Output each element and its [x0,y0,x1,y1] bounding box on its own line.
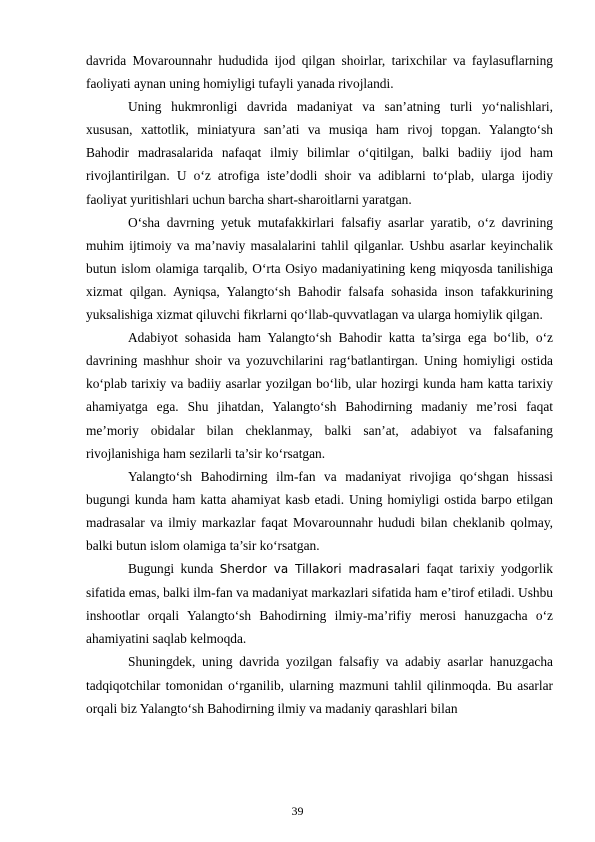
madrasa-names: Sherdor va Tillakori madrasalari [219,562,420,577]
body-text [86,49,553,720]
paragraph-3: O‘sha davrning yetuk mutafakkirlari falsafiy asarlar yaratib, o‘z davrining muhim ijtimoiy va ma’naviy masalalarini tahlil qilganlar. Ushbu asarlar keyinchalik butun islom olamiga tarqalib, O‘rta Osiyo madaniyatining keng miqyosda tanilishiga xizmat qilgan. Ayniqsa, Yalangto‘sh Bahodir falsafa sohasida inson tafakkurining yuksalishiga xizmat qiluvchi fikrlarni qo‘llab-quvvatlagan va ularga homiylik qilgan. [86,214,553,323]
paragraph-6 [86,557,553,650]
paragraph-1: davrida Movarounnahr hududida ijod qilgan shoirlar, tarixchilar va faylasuflarning faoliyati aynan uning homiyligi tufayli yanada rivojlandi. [86,53,553,92]
paragraph-6-start: Bugungi kunda [128,561,220,577]
paragraph-2: Uning hukmronligi davrida madaniyat va san’atning turli yo‘nalishlari, xususan, xattotlik, miniatyura san’ati va musiqa ham rivoj topgan. Yalangto‘sh Bahodir madrasalarida nafaqat ilmiy bilimlar o‘qitilgan, balki badiiy ijod ham rivojlantirilgan. U o‘z atrofiga iste’dodli shoir va adiblarni to‘plab, ularga ijodiy faoliyat yuritishlari uchun barcha shart-sharoitlarni yaratgan. [86,99,553,207]
paragraph-4: Adabiyot sohasida ham Yalangto‘sh Bahodir katta ta’sirga ega bo‘lib, o‘z davrining mashhur shoir va yozuvchilarini rag‘batlantirgan. Uning homiyligi ostida ko‘plab tarixiy va badiiy asarlar yozilgan bo‘lib, ular hozirgi kunda ham katta tarixiy ahamiyatga ega. Shu jihatdan, Yalangto‘sh Bahodirning madaniy me’rosi faqat me’moriy obidalar bilan cheklanmay, balki san’at, adabiyot va falsafaning rivojlanishiga ham sezilarli ta’sir ko‘rsatgan. [86,330,553,461]
paragraph-6-end: faqat tarixiy yodgorlik sifatida emas, balki ilm-fan va madaniyat markazlari sifatida ham e’tirof etiladi. Ushbu inshootlar orqali Yalangto‘sh Bahodirning ilmiy-ma’rifiy merosi hanuzgacha o‘z ahamiyatini saqlab kelmoqda. [86,561,553,647]
paragraph-7: Shuningdek, uning davrida yozilgan falsafiy va adabiy asarlar hanuzgacha tadqiqotchilar tomonidan o‘rganilib, ularning mazmuni tahlil qilinmoqda. Bu asarlar orqali biz Yalangto‘sh Bahodirning ilmiy va madaniy qarashlari bilan [86,654,553,716]
page-number: 39 [291,804,304,818]
paragraph-5: Yalangto‘sh Bahodirning ilm-fan va madaniyat rivojiga qo‘shgan hissasi bugungi kunda ham katta ahamiyat kasb etadi. Uning homiyligi ostida barpo etilgan madrasalar va ilmiy markazlar faqat Movarounnahr hududi bilan cheklanib qolmay, balki butun islom olamiga ta’sir ko‘rsatgan. [86,468,553,553]
